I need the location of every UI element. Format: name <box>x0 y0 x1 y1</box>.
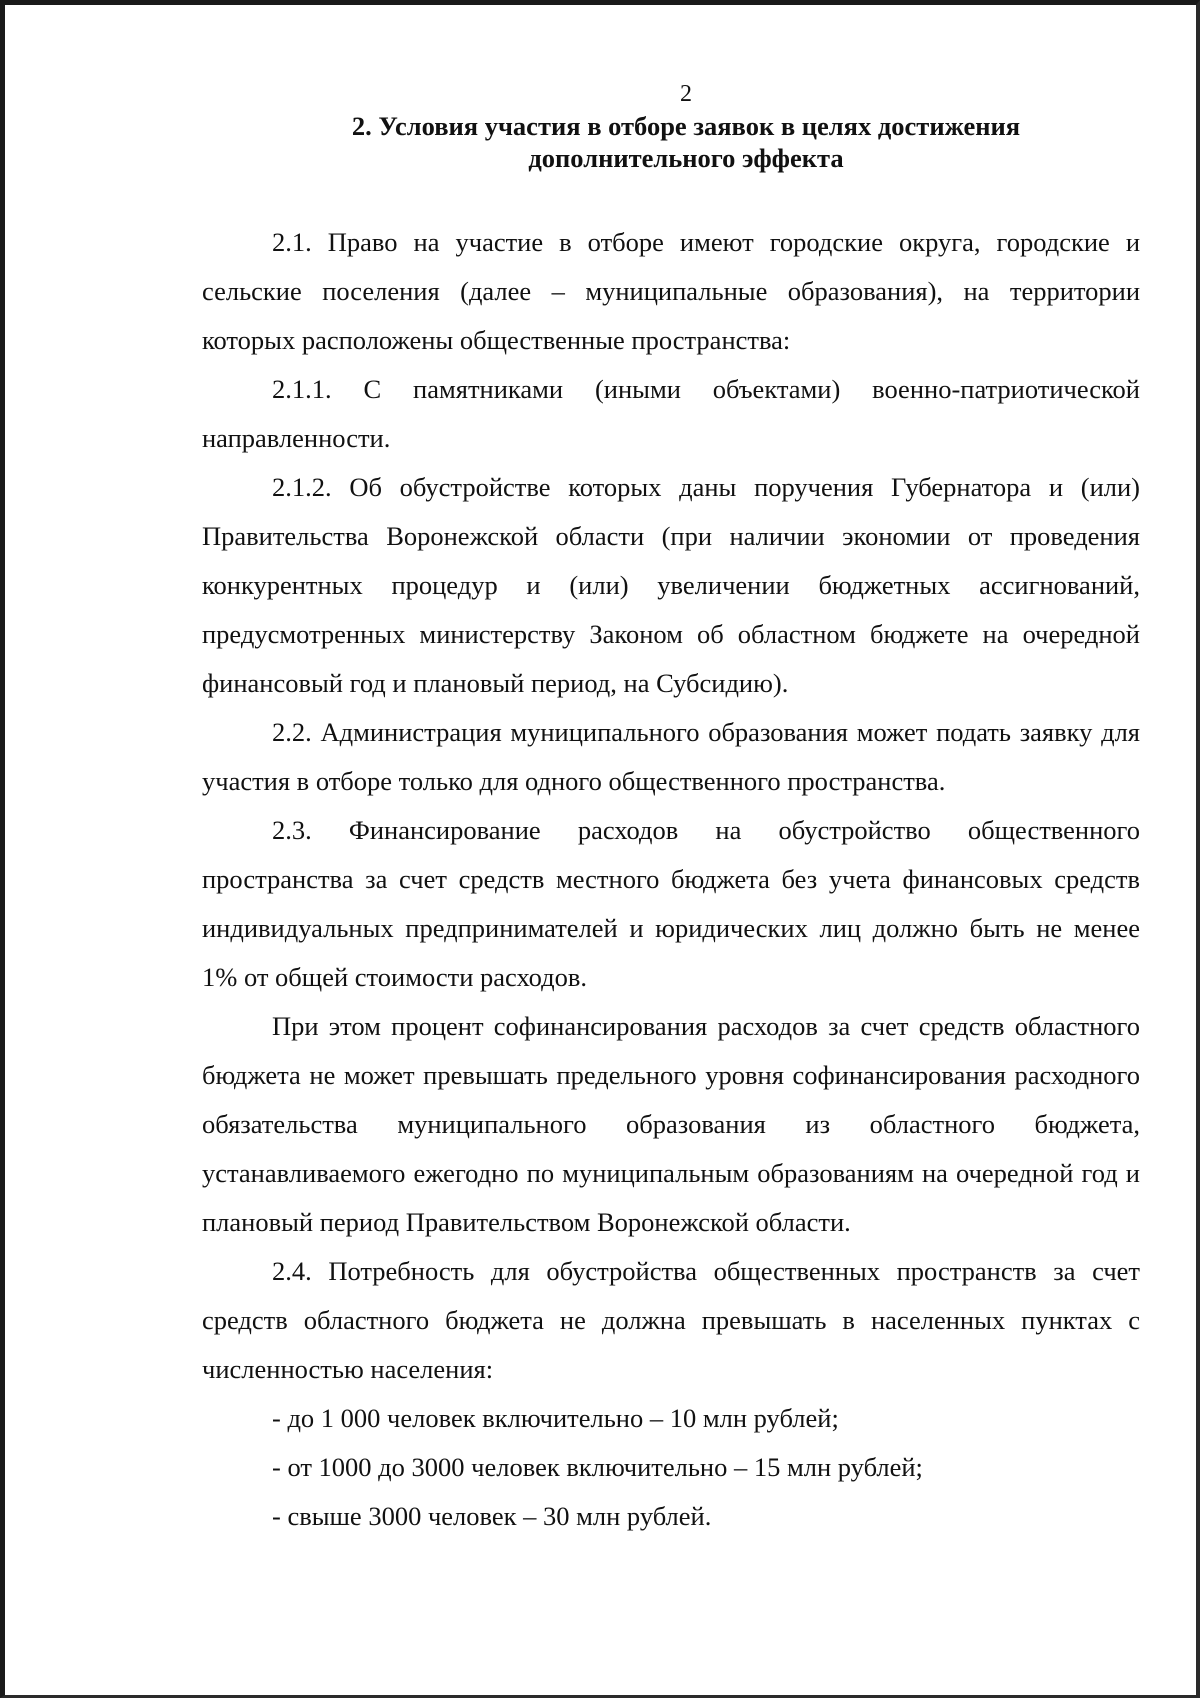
paragraph-2-3: 2.3. Финансирование расходов на обустройство общественного пространства за счет средств местного бюджета без учета финансовых средств индивидуальных предпринимателей и юридических лиц должно быть не менее 1% от общей стоимости расходов. <box>202 815 1140 992</box>
paragraph-2-1-1: 2.1.1. С памятниками (иными объектами) военно-патриотической направленности. <box>202 374 1140 453</box>
paragraph-2-1: 2.1. Право на участие в отборе имеют городские округа, городские и сельские поселения (далее – муниципальные образования), на территории которых расположены общественные пространства: <box>202 227 1140 355</box>
list-item: - до 1 000 человек включительно – 10 млн рублей; <box>272 1403 839 1433</box>
paragraph-2-1-2: 2.1.2. Об обустройстве которых даны поручения Губернатора и (или) Правительства Воронежской области (при наличии экономии от проведения конкурентных процедур и (или) увеличении бюджетных ассигнований, предусмотренных министерству Законом об областном бюджете на очередной финансовый год и плановый период, на Субсидию). <box>202 472 1140 698</box>
document-body <box>202 218 1140 1541</box>
list-item: - свыше 3000 человек – 30 млн рублей. <box>272 1501 712 1531</box>
paragraph-2-2: 2.2. Администрация муниципального образования может подать заявку для участия в отборе только для одного общественного пространства. <box>202 717 1140 796</box>
document-page <box>202 80 1140 1541</box>
section-title-line-2: дополнительного эффекта <box>528 143 844 173</box>
section-title <box>232 110 1140 174</box>
list-item: - от 1000 до 3000 человек включительно – 15 млн рублей; <box>272 1452 923 1482</box>
section-title-line-1: 2. Условия участия в отборе заявок в целях достижения <box>351 111 1021 141</box>
page-number: 2 <box>680 81 692 107</box>
paragraph-cofinancing: При этом процент софинансирования расходов за счет средств областного бюджета не может превышать предельного уровня софинансирования расходного обязательства муниципального образования из областного бюджета, устанавливаемого ежегодно по муниципальным образованиям на очередной год и плановый период Правительством Воронежской области. <box>202 1011 1140 1237</box>
paragraph-2-4: 2.4. Потребность для обустройства общественных пространств за счет средств областного бюджета не должна превышать в населенных пунктах с численностью населения: <box>202 1256 1140 1384</box>
